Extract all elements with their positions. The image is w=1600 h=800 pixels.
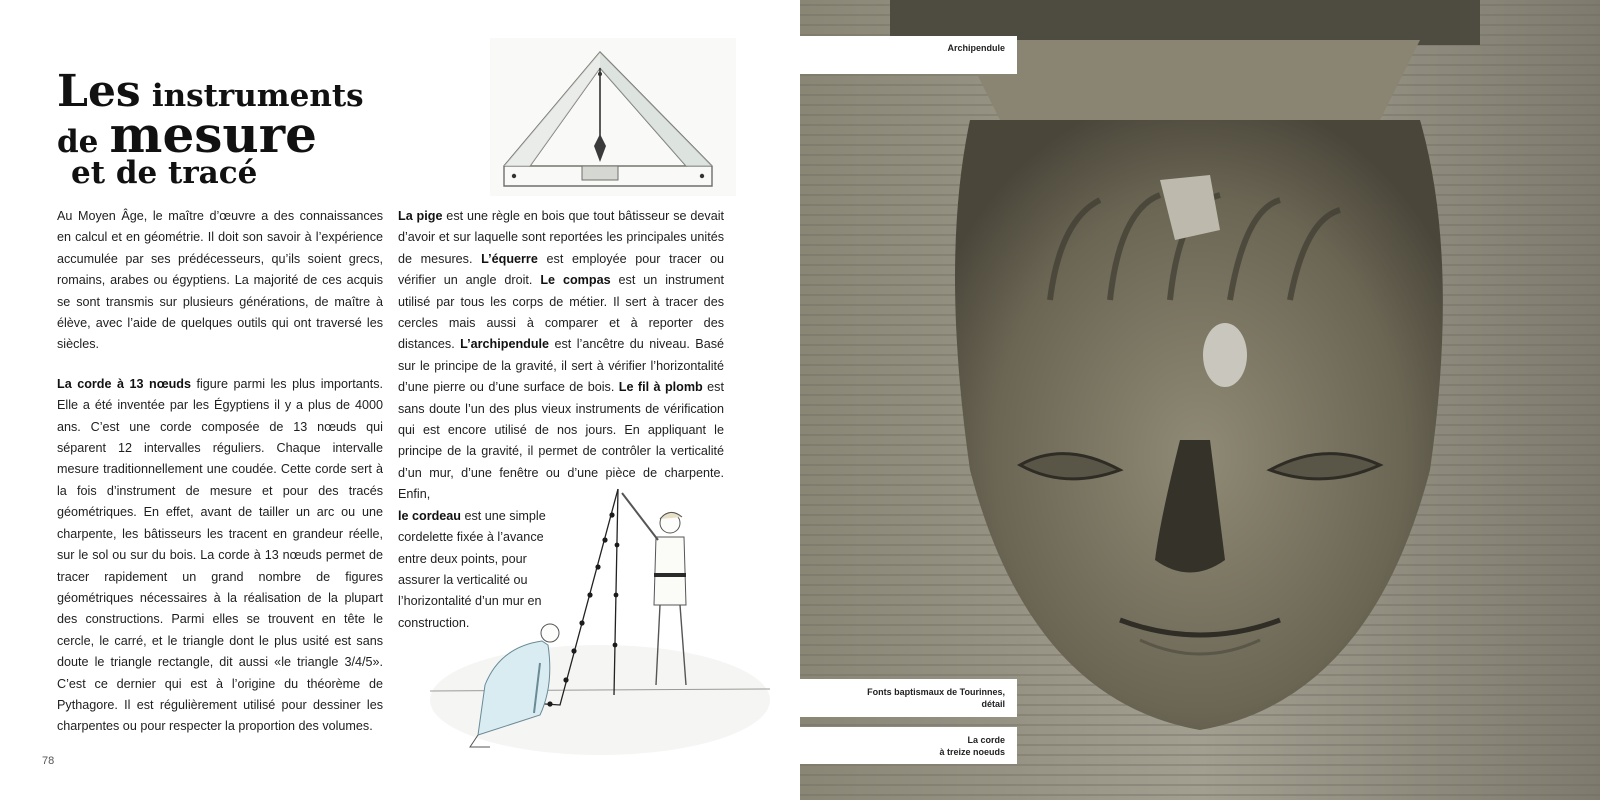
title-word-instruments: instruments bbox=[151, 78, 364, 114]
label-archipendule[interactable] bbox=[800, 36, 1017, 74]
caption-line-2: détail bbox=[981, 699, 1005, 709]
archipendule-text: est l’ancêtre du niveau. Basé sur le principe de la gravité, il sert à vérifier l’horizontalité d’une pierre ou d’une surface de bois. bbox=[398, 337, 724, 395]
label-archipendule-text: Archipendule bbox=[947, 43, 1005, 53]
rope-description: figure parmi les plus importants. Elle a été inventée par les Égyptiens il y a plus de 4000 ans. C’est une corde composée de 13 nœuds qui séparent 12 intervalles réguliers. Chaque intervalle mesure traditionnellement une coudée. Cette corde sert à la fois d’instrument de mesure et pour des tracés géométriques. En effet, avant de tailler un arc ou une charpente, les bâtisseurs les tracent en grandeur réelle, sur le sol ou sur du bois. La corde à 13 nœuds permet de tracer rapidement un grand nombre de figures géométriques nécessaires à la réalisation de la plupart des constructions. Parmi elles se trouvent en tête le cercle, le carré, et le triangle dont le plus usité est sans doute le triangle rectangle, dit aussi «le triangle 3/4/5». C’est ce dernier qui est à l’origine du théorème de Pythagore. Il est régulièrement utilisé pour dessiner les charpentes ou pour respecter la proportion des volumes. bbox=[57, 376, 384, 734]
label-corde-line-1: La corde bbox=[967, 735, 1005, 745]
equerre-text: est employée pour tracer ou vérifier un angle droit. bbox=[398, 251, 724, 288]
fil-a-plomb-text: est sans doute l’un des plus vieux instruments de vérification qui est encore utilisé de nos jours. En appliquant le principe de la gravité, il permet de contrôler la verticalité d’un mur, d’une fenêtre ou d’une pièce de charpente. Enfin, bbox=[398, 380, 724, 502]
caption-line-1: Fonts baptismaux de Tourinnes, bbox=[867, 687, 1005, 697]
caption-fonts-baptismaux bbox=[800, 679, 1017, 717]
archipendule-drawing bbox=[490, 38, 736, 196]
term-equerre: L’équerre bbox=[481, 251, 538, 266]
caption-text bbox=[867, 686, 1005, 710]
term-fil-a-plomb: Le fil à plomb bbox=[618, 380, 703, 395]
title-line-trace: et de tracé bbox=[71, 155, 258, 191]
cordeau-text: est une simple cordelette fixée à l’avance entre deux points, pour assurer la verticalité ou l’horizontalité d’un mur en construction. bbox=[398, 508, 546, 630]
instruments-paragraph bbox=[398, 206, 724, 506]
title-word-mesure: mesure bbox=[109, 105, 317, 164]
page-number: 78 bbox=[42, 755, 55, 767]
pige-text: est une règle en bois que tout bâtisseur se devait d’avoir et sur laquelle sont reportées les principales unités de mesures. bbox=[398, 209, 724, 266]
page-title bbox=[57, 66, 364, 191]
rope-term: La corde à 13 nœuds bbox=[57, 376, 191, 391]
rope-paragraph bbox=[57, 374, 383, 738]
term-compas: Le compas bbox=[540, 273, 611, 288]
label-corde-line-2: à treize noeuds bbox=[939, 747, 1005, 757]
right-page bbox=[800, 0, 1600, 800]
term-pige: La pige bbox=[398, 209, 443, 223]
title-word-de: de bbox=[57, 124, 99, 160]
term-cordeau: le cordeau bbox=[398, 508, 461, 523]
label-corde[interactable] bbox=[800, 727, 1017, 764]
title-word-les: Les bbox=[57, 66, 141, 117]
knotted-rope-drawing bbox=[430, 485, 770, 785]
compas-text: est un instrument utilisé par tous les corps de métier. Il sert à tracer des cercles mais aussi à comparer et à reporter des distances. bbox=[398, 273, 724, 352]
intro-paragraph: Au Moyen Âge, le maître d’œuvre a des connaissances en calcul et en géométrie. Il doit son savoir à l’expérience accumulée par ses prédécesseurs, qu’ils soient grecs, romains, arabes ou égyptiens. La majorité de ces acquis se sont transmis sur plusieurs générations, de maître à élève, avec l’aide de quelques outils qui ont traversé les siècles. bbox=[57, 209, 383, 352]
term-archipendule: L’archipendule bbox=[460, 337, 550, 352]
label-corde-text bbox=[939, 734, 1005, 758]
text-column-1 bbox=[57, 206, 383, 738]
